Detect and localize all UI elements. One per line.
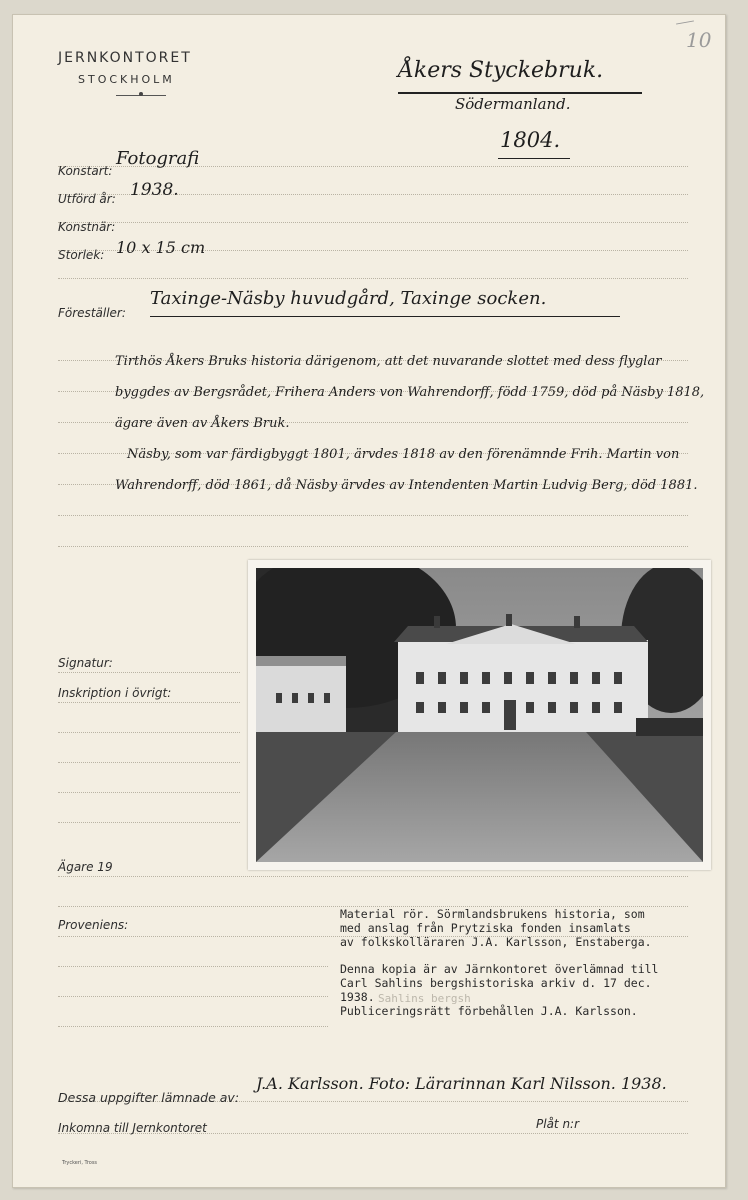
year-underline: [498, 158, 570, 159]
header-dot: [139, 92, 143, 96]
form-rule: [58, 996, 328, 997]
value-uppgifter: J.A. Karlsson. Foto: Lärarinnan Karl Nilsson. 1938.: [256, 1074, 667, 1093]
form-rule: [58, 732, 240, 733]
typed-copy-note: [340, 962, 659, 1018]
form-rule: [58, 515, 688, 516]
typed-line: Carl Sahlins bergshistoriska arkiv d. 17 dec.: [340, 976, 652, 990]
form-rule: [58, 822, 240, 823]
form-rule: [58, 278, 688, 279]
value-utford: 1938.: [130, 180, 179, 200]
typed-line: Publiceringsrätt förbehållen J.A. Karlsson.: [340, 1004, 638, 1018]
value-forestaller: Taxinge-Näsby huvudgård, Taxinge socken.: [150, 288, 547, 309]
title-region: Södermanland.: [455, 95, 571, 113]
page-number: 10: [686, 28, 712, 52]
header-city: STOCKHOLM: [78, 73, 175, 86]
form-rule: [58, 966, 328, 967]
form-rule: [58, 792, 240, 793]
value-storlek: 10 x 15 cm: [116, 238, 206, 257]
form-rule: [58, 672, 240, 673]
title-year: 1804.: [500, 128, 561, 152]
label-uppgifter: Dessa uppgifter lämnade av:: [58, 1090, 240, 1105]
mounted-photograph: [248, 560, 711, 870]
title-underline: [398, 92, 642, 94]
handwritten-description: [115, 346, 715, 501]
label-utford: Utförd år:: [58, 192, 116, 206]
printer-mark: Tryckeri, Tross: [62, 1160, 98, 1166]
label-inskription: Inskription i övrigt:: [58, 686, 172, 700]
label-storlek: Storlek:: [58, 248, 105, 262]
typed-line: Material rör. Sörmlandsbrukens historia, som: [340, 907, 645, 921]
header-org: JERNKONTORET: [58, 50, 192, 66]
typed-line: Denna kopia är av Järnkontoret överlämnad till: [340, 962, 659, 976]
typed-line: av folkskolläraren J.A. Karlsson, Enstaberga.: [340, 935, 652, 949]
label-signatur: Signatur:: [58, 656, 113, 670]
label-forestaller: Föreställer:: [58, 306, 126, 320]
label-agare: Ägare 19: [58, 860, 113, 874]
form-rule: [58, 762, 240, 763]
label-plat: Plåt n:r: [536, 1117, 580, 1131]
faded-stamp-text: Sahlins bergsh: [378, 992, 471, 1005]
form-rule: [58, 876, 688, 877]
label-konstart: Konstart:: [58, 164, 113, 178]
typed-provenance-note: [340, 907, 652, 949]
label-proveniens: Proveniens:: [58, 918, 129, 932]
form-rule: [58, 702, 240, 703]
handwritten-paragraph-2: Näsby, som var färdigbyggt 1801, ärvdes 1818 av den förenämnde Frih. Martin von Wahrendorff, död 1861, då Näsby ärvdes av Intendenten Martin Ludvig Berg, död 1881.: [115, 447, 698, 493]
form-rule: [58, 222, 688, 223]
label-inkomna: Inkomna till Jernkontoret: [58, 1121, 207, 1135]
value-konstart: Fotografi: [116, 148, 200, 169]
typed-line: med anslag från Prytziska fonden insamlats: [340, 921, 631, 935]
form-rule: [58, 546, 688, 547]
manor-house-photo: [256, 568, 703, 862]
handwritten-paragraph-1: Tirthös Åkers Bruks historia därigenom, att det nuvarande slottet med dess flyglar byggdes av Bergsrådet, Frihera Anders von Wahrendorff, född 1759, död på Näsby 1818, ägare även av Åkers Bruk.: [115, 354, 705, 431]
label-konstnar: Konstnär:: [58, 220, 116, 234]
typed-line: 1938.: [340, 990, 375, 1004]
title-place: Åkers Styckebruk.: [398, 58, 604, 83]
form-rule: [58, 1026, 328, 1027]
forestaller-underline: [150, 316, 620, 317]
